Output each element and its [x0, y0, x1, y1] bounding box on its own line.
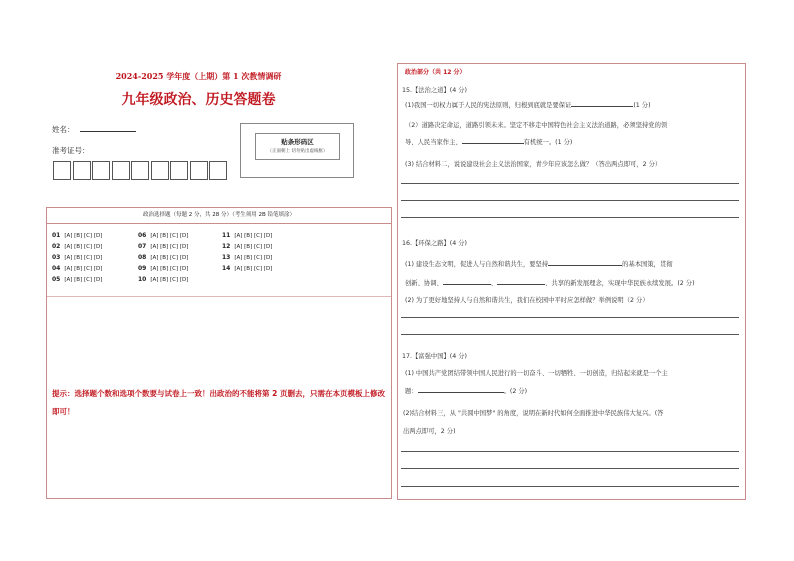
answer-options[interactable]: [A] [B] [C] [D]	[150, 233, 189, 239]
q17-answer-line[interactable]	[401, 486, 739, 487]
q15-answer-line[interactable]	[401, 200, 739, 201]
q16-blank-1[interactable]	[548, 259, 622, 266]
id-digit-box[interactable]	[92, 161, 110, 180]
q17-part1-line1: (1) 中国共产党团结带领中国人民进行的一切奋斗、一切牺牲、一切创造，归结起来就是一个主	[405, 370, 668, 377]
q17-part2-line2: 出两点即可，2 分)	[403, 428, 456, 435]
q16-part1-line2	[405, 278, 695, 287]
q17-part1-score: 。(2 分)	[503, 388, 528, 395]
answer-options[interactable]: [A] [B] [C] [D]	[234, 244, 273, 250]
answer-options[interactable]: [A] [B] [C] [D]	[234, 255, 273, 261]
q17-part1-line2	[405, 386, 527, 395]
question-number: 10	[138, 276, 147, 283]
question-number: 01	[52, 232, 61, 239]
answer-options[interactable]: [A] [B] [C] [D]	[150, 277, 189, 283]
question-number: 08	[138, 254, 147, 261]
question-number: 11	[222, 232, 231, 239]
q17-part2-line1: (2)结合材料三，从 "共圆中国梦" 的角度，说明在新时代如何全面推进中华民族伟大复兴。(答	[403, 410, 664, 417]
exam-title: 九年级政治、历史答题卷	[121, 92, 276, 108]
q15-answer-line[interactable]	[401, 183, 739, 184]
q17-part1-text: 题：	[405, 388, 418, 395]
answer-options[interactable]: [A] [B] [C] [D]	[64, 266, 103, 272]
exam-subtitle: 2024-2025 学年度（上期）第 1 次教情调研	[115, 71, 282, 81]
q16-part2: (2) 为了更好地坚持人与自然和谐共生，我们在校园中平时应怎样做？举例说明（2 分）	[405, 297, 649, 304]
answer-row-02[interactable]	[52, 243, 102, 250]
question-number: 04	[52, 265, 61, 272]
answer-options[interactable]: [A] [B] [C] [D]	[234, 233, 273, 239]
q16-answer-line[interactable]	[401, 334, 739, 335]
answer-options[interactable]: [A] [B] [C] [D]	[150, 244, 189, 250]
id-digit-box[interactable]	[209, 161, 227, 180]
choice-section	[46, 207, 392, 499]
id-digit-box[interactable]	[151, 161, 169, 180]
q16-answer-line[interactable]	[401, 317, 739, 318]
question-number: 09	[138, 265, 147, 272]
barcode-box	[255, 133, 340, 160]
answer-row-01[interactable]	[52, 232, 102, 239]
answer-row-08[interactable]	[138, 254, 188, 261]
answer-options[interactable]: [A] [B] [C] [D]	[234, 266, 273, 272]
question-number: 02	[52, 243, 61, 250]
id-digit-box[interactable]	[112, 161, 130, 180]
q16-blank-2[interactable]	[443, 278, 491, 285]
name-label: 姓名：	[52, 125, 75, 134]
answer-row-11[interactable]	[222, 232, 272, 239]
barcode-area	[240, 123, 354, 178]
q17-answer-line[interactable]	[401, 451, 739, 452]
question-number: 12	[222, 243, 231, 250]
q15-part1-text: (1)我国一切权力属于人民的宪法原则，归根到底就是要保证	[405, 102, 572, 109]
q17-title: 17.【富强中国】(4 分)	[402, 353, 468, 360]
q16-part1-line1	[405, 259, 673, 268]
q15-title: 15.【法治之道】(4 分)	[402, 87, 468, 94]
answer-row-07[interactable]	[138, 243, 188, 250]
question-number: 07	[138, 243, 147, 250]
q15-blank-2[interactable]	[462, 137, 524, 144]
q15-blank-1[interactable]	[571, 100, 633, 107]
answer-row-13[interactable]	[222, 254, 272, 261]
q16-title: 16.【环保之路】(4 分)	[402, 240, 468, 247]
q16-part1-tail: 的基本国策，贯彻	[622, 261, 673, 268]
barcode-title: 贴条形码区	[281, 138, 314, 146]
exam-id-label: 准考证号：	[52, 146, 90, 155]
q15-part2-text: 导、人民当家作主、	[405, 139, 462, 146]
answer-options[interactable]: [A] [B] [C] [D]	[64, 233, 103, 239]
question-number: 05	[52, 276, 61, 283]
q15-answer-line[interactable]	[401, 217, 739, 218]
question-number: 03	[52, 254, 61, 261]
answer-row-05[interactable]	[52, 276, 102, 283]
question-number: 06	[138, 232, 147, 239]
answer-row-06[interactable]	[138, 232, 188, 239]
answer-options[interactable]: [A] [B] [C] [D]	[64, 244, 103, 250]
barcode-note: （正面朝上 切勿贴出虚线框）	[267, 149, 328, 154]
answer-options[interactable]: [A] [B] [C] [D]	[64, 277, 103, 283]
q16-part1-text2: 创新、协调、	[405, 280, 443, 287]
politics-heading: 政治部分（共 12 分）	[405, 69, 466, 76]
q15-part2-line2	[405, 137, 572, 146]
id-digit-box[interactable]	[170, 161, 188, 180]
answer-row-04[interactable]	[52, 265, 102, 272]
answer-row-14[interactable]	[222, 265, 272, 272]
answer-row-12[interactable]	[222, 243, 272, 250]
q17-blank-1[interactable]	[418, 386, 504, 393]
q15-part1-score: (1 分)	[633, 102, 651, 109]
q15-part2-line1: （2）道路决定命运，道路引领未来。坚定不移走中国特色社会主义法治道路，必须坚持党的领	[405, 122, 668, 129]
q15-part3: (3) 结合材料二，说说建设社会主义法治国家，青少年应该怎么做？（答出两点即可，2 分）	[405, 161, 662, 168]
answer-options[interactable]: [A] [B] [C] [D]	[64, 255, 103, 261]
choice-divider	[47, 296, 391, 297]
exam-id-boxes[interactable]	[53, 161, 229, 180]
q16-part1-text3: 、共享的新发展理念，实现中华民族永续发展。(2 分)	[545, 280, 695, 287]
id-digit-box[interactable]	[131, 161, 149, 180]
answer-row-09[interactable]	[138, 265, 188, 272]
q16-blank-3[interactable]	[497, 278, 545, 285]
choice-header: 政治选择题（每题 2 分，共 28 分）（考生须用 2B 铅笔填涂）	[47, 208, 391, 224]
question-number: 14	[222, 265, 231, 272]
name-field[interactable]	[80, 131, 136, 132]
answer-row-03[interactable]	[52, 254, 102, 261]
id-digit-box[interactable]	[73, 161, 91, 180]
edit-tip: 提示：选择题个数和选项个数要与试卷上一致！出政治的不能将第 2 页删去，只需在本页模板上修改即可！	[52, 389, 385, 416]
q16-part1-sep: 、	[490, 280, 498, 287]
id-digit-box[interactable]	[53, 161, 71, 180]
q17-answer-line[interactable]	[401, 468, 739, 469]
answer-options[interactable]: [A] [B] [C] [D]	[150, 266, 189, 272]
question-number: 13	[222, 254, 231, 261]
answer-options[interactable]: [A] [B] [C] [D]	[150, 255, 189, 261]
q15-part1	[405, 100, 651, 109]
answer-row-10[interactable]	[138, 276, 188, 283]
q16-part1-text: (1) 建设生态文明，促进人与自然和谐共生，要坚持	[405, 261, 549, 268]
q15-part2-score: 有机统一。(1 分)	[523, 139, 573, 146]
id-digit-box[interactable]	[190, 161, 208, 180]
